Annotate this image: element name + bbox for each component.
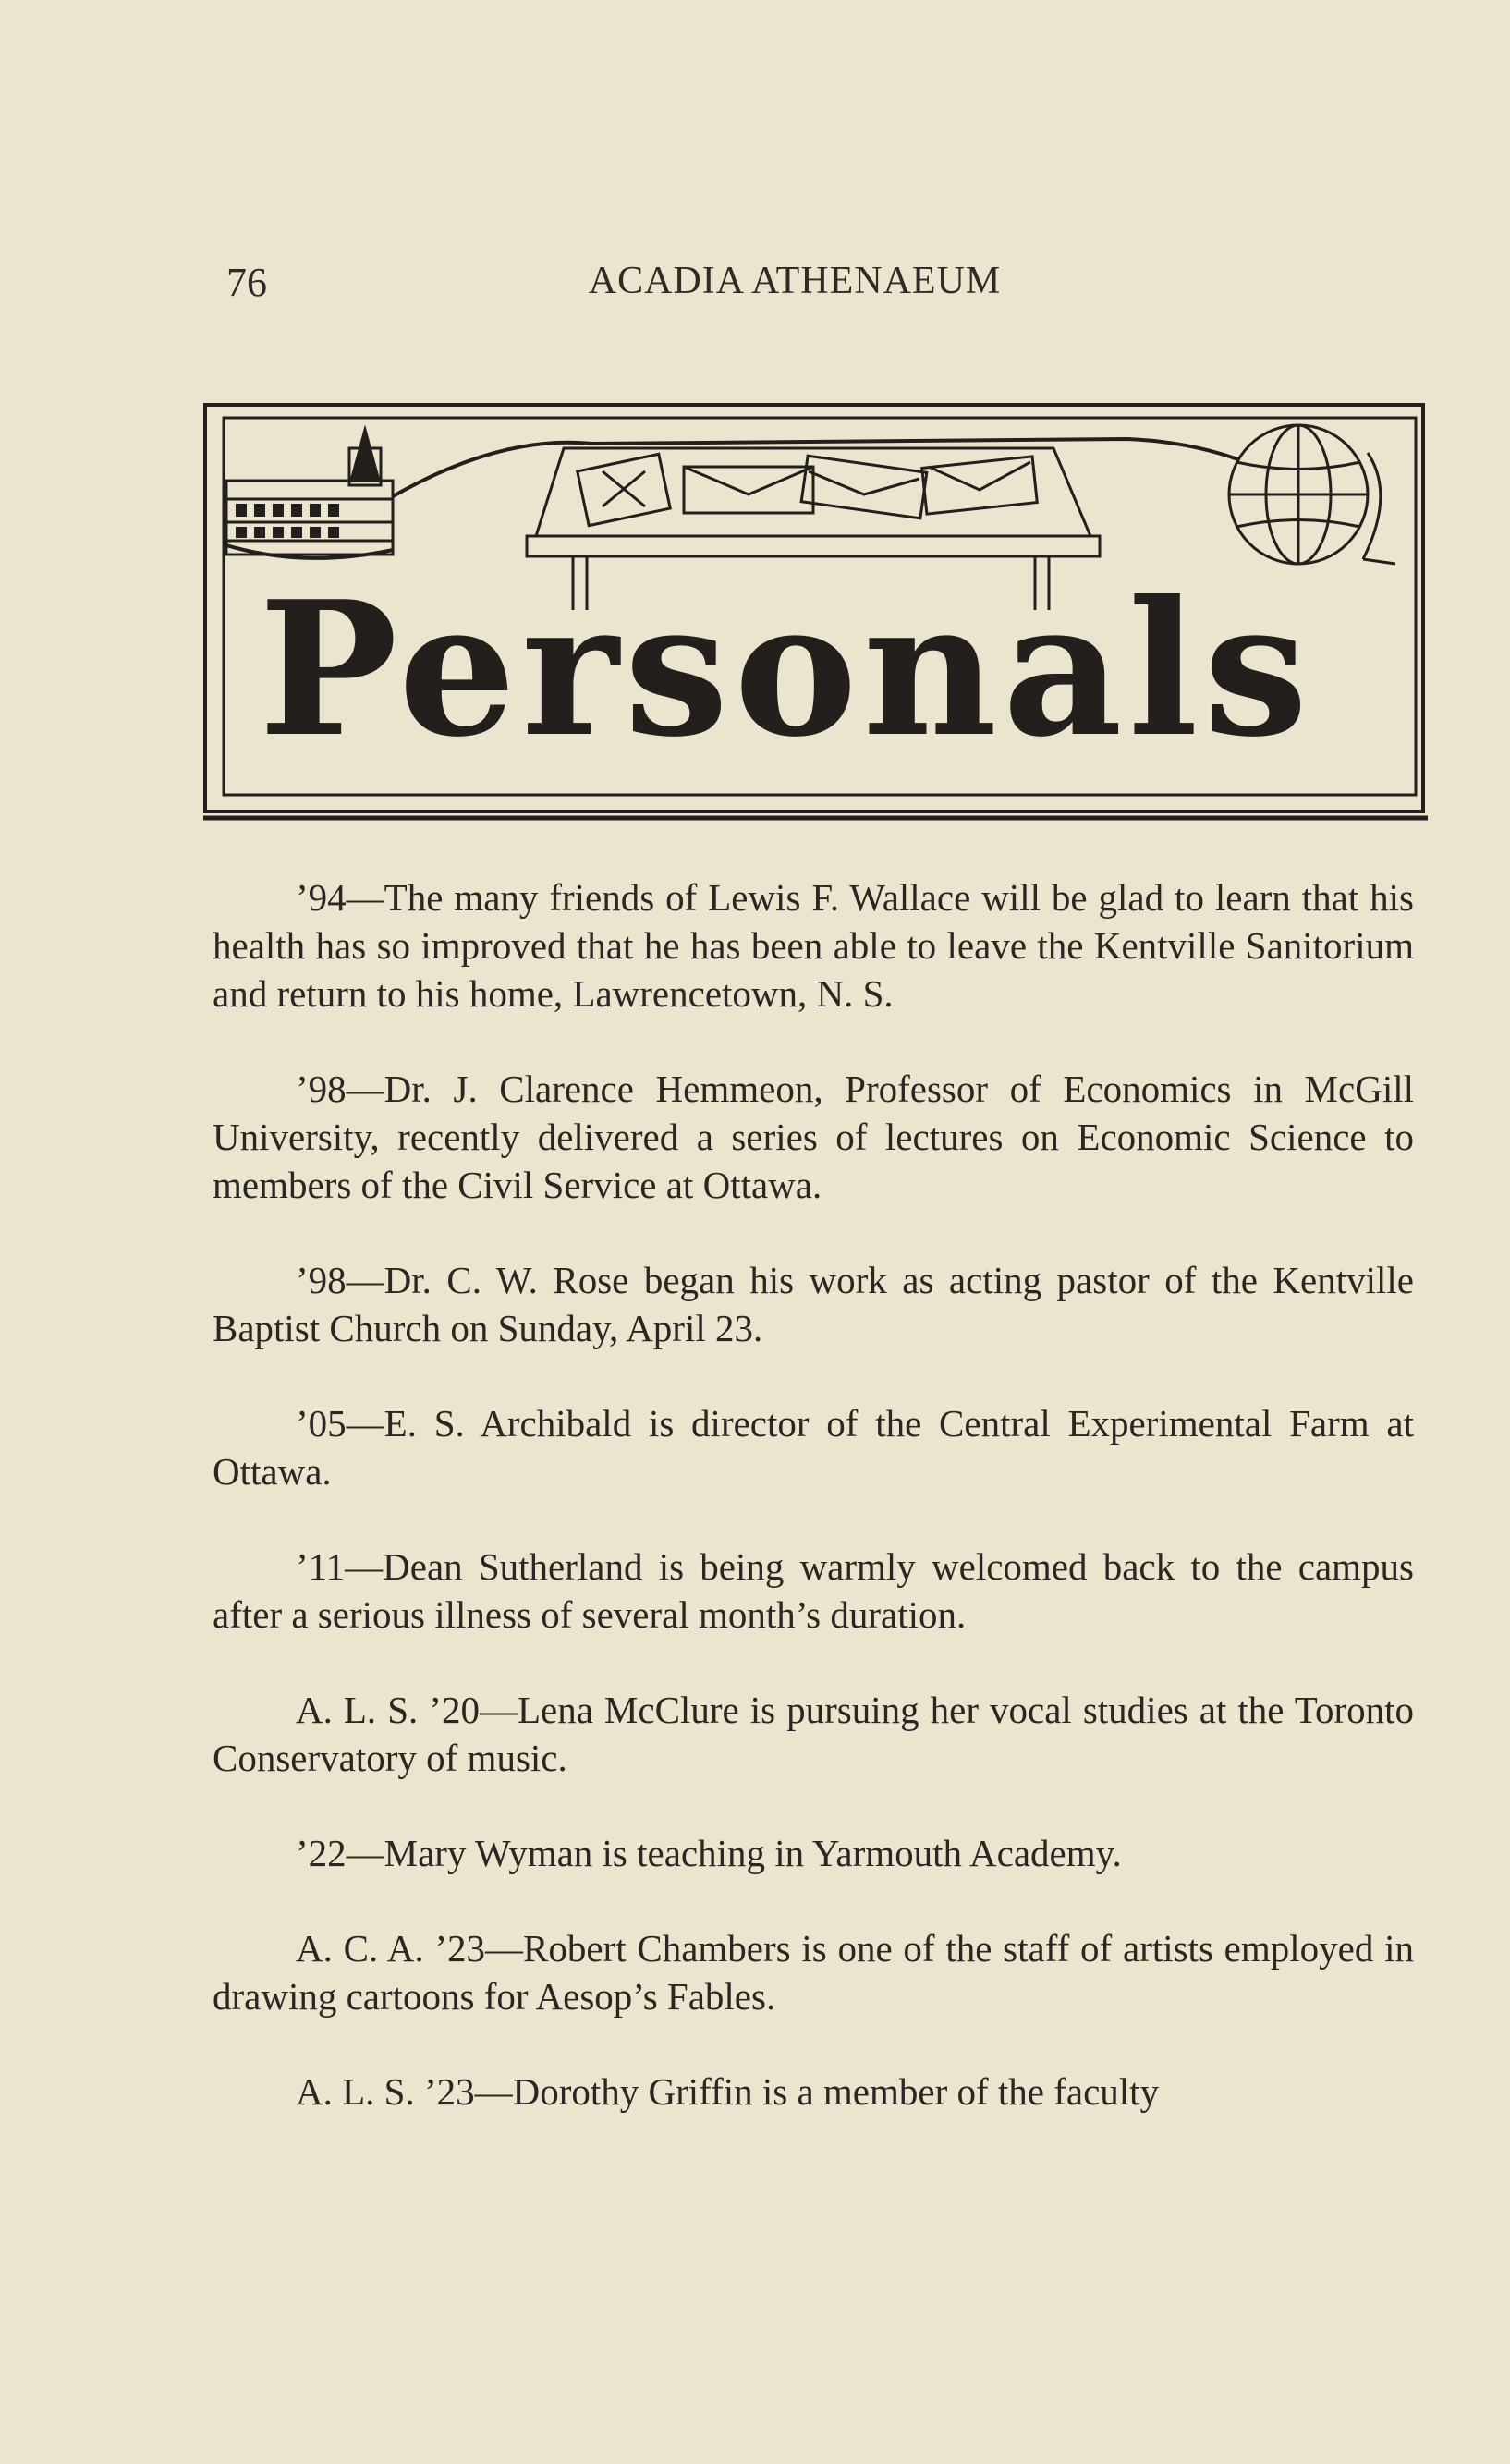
personal-entry: ’22—Mary Wyman is teaching in Yarmouth Academy.	[296, 1832, 1122, 1874]
personal-entry: ’11—Dean Sutherland is being warmly welcomed back to the campus after a serious illness of several month’s duration.	[213, 1545, 1414, 1636]
running-title: ACADIA ATHENAEUM	[588, 260, 1002, 302]
page-header	[226, 259, 1419, 314]
banner-title: Personals	[259, 561, 1314, 778]
personals-content	[213, 873, 1414, 2116]
personal-entry: ’94—The many friends of Lewis F. Wallace will be glad to learn that his health has so improved that he has been able to leave the Kentville Sanitorium and return to his home, Lawrencetown, N. S.	[213, 876, 1414, 1015]
page-number: 76	[226, 260, 267, 305]
personal-entry: A. L. S. ’23—Dorothy Griffin is a member of the faculty	[296, 2070, 1160, 2113]
personal-entry: ’98—Dr. J. Clarence Hemmeon, Professor of Economics in McGill University, recently delivered a series of lectures on Economic Science to members of the Civil Service at Ottawa.	[213, 1067, 1414, 1206]
personal-entry: A. C. A. ’23—Robert Chambers is one of the staff of artists employed in drawing cartoons for Aesop’s Fables.	[213, 1927, 1414, 2018]
personal-entry: ’98—Dr. C. W. Rose began his work as acting pastor of the Kentville Baptist Church on Sunday, April 23.	[213, 1259, 1414, 1349]
personal-entry: ’05—E. S. Archibald is director of the Central Experimental Farm at Ottawa.	[213, 1402, 1414, 1493]
personal-entry: A. L. S. ’20—Lena McClure is pursuing her vocal studies at the Toronto Conservatory of music.	[213, 1689, 1414, 1779]
globe-icon	[1229, 425, 1395, 564]
college-building-icon	[226, 430, 393, 558]
personals-banner	[203, 397, 1428, 823]
